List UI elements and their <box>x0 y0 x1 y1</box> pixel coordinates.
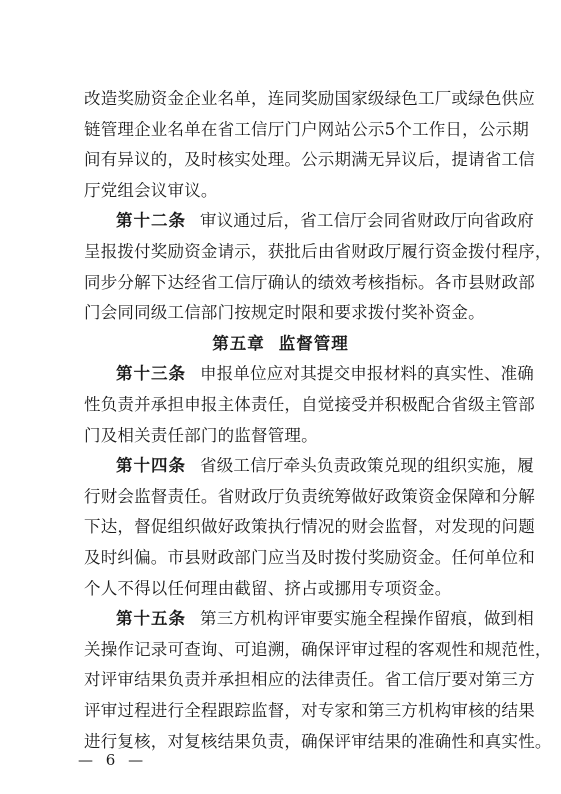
text-line: 进行复核，对复核结果负责，确保评审结果的准确性和真实性。 <box>84 731 552 751</box>
text-line: 改造奖励资金企业名单，连同奖励国家级绿色工厂或绿色供应 <box>84 89 535 108</box>
text-line: 门及相关责任部门的监督管理。 <box>84 425 318 445</box>
article-13-text: 申报单位应对其提交申报材料的真实性、准确 <box>200 364 534 384</box>
text-line: 链管理企业名单在省工信厅门户网站公示5个工作日，公示期 <box>84 119 529 139</box>
article-14-label: 第十四条 <box>116 456 186 476</box>
chapter-heading <box>0 333 561 355</box>
article-12-label: 第十二条 <box>116 211 186 231</box>
text-line: 间有异议的，及时核实处理。公示期满无异议后，提请省工信 <box>84 150 535 170</box>
chapter-title: 监督管理 <box>278 333 349 353</box>
text-line: 评审过程进行全程跟踪监督，对专家和第三方机构审核的结果 <box>84 701 535 720</box>
article-15-label: 第十五条 <box>116 609 186 629</box>
text-line: 关操作记录可查询、可追溯，确保评审过程的客观性和规范性， <box>84 639 552 659</box>
page-number: — 6 — <box>78 751 148 769</box>
text-line: 对评审结果负责并承担相应的法律责任。省工信厅要对第三方 <box>84 670 535 690</box>
text-line: 呈报拨付奖励资金请示，获批后由省财政厅履行资金拨付程序， <box>84 242 552 261</box>
text-line: 同步分解下达经省工信厅确认的绩效考核指标。各市县财政部 <box>84 272 535 292</box>
article-13-label: 第十三条 <box>116 364 186 384</box>
article-15-first-line <box>116 608 534 630</box>
article-14-text: 省级工信厅牵头负责政策兑现的组织实施，履 <box>200 456 534 476</box>
text-line: 门会同同级工信部门按规定时限和要求拨付奖补资金。 <box>84 303 485 323</box>
article-13-first-line <box>116 363 534 385</box>
article-12-text: 审议通过后，省工信厅会同省财政厅向省政府 <box>200 211 534 231</box>
text-line: 厅党组会议审议。 <box>84 180 218 200</box>
article-15-text: 第三方机构评审要实施全程操作留痕，做到相 <box>200 609 534 629</box>
text-line: 行财会监督责任。省财政厅负责统筹做好政策资金保障和分解 <box>84 486 535 506</box>
article-14-first-line <box>116 455 534 477</box>
text-line: 性负责并承担申报主体责任，自觉接受并积极配合省级主管部 <box>84 395 535 414</box>
chapter-number: 第五章 <box>212 333 265 353</box>
text-line: 个人不得以任何理由截留、挤占或挪用专项资金。 <box>84 578 452 598</box>
text-line: 及时纠偏。市县财政部门应当及时拨付奖励资金。任何单位和 <box>84 548 535 567</box>
article-12-first-line <box>116 210 534 232</box>
text-line: 下达，督促组织做好政策执行情况的财会监督，对发现的问题 <box>84 517 535 537</box>
